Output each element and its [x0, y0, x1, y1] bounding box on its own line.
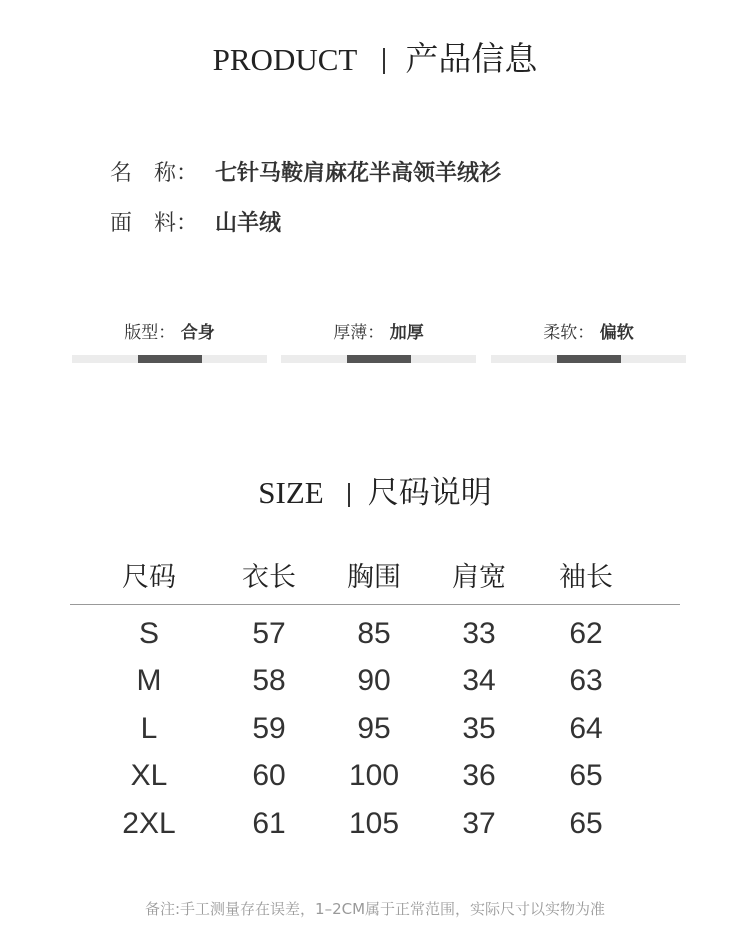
product-name-label: 名 称： — [110, 161, 199, 186]
attribute-fit-value: 合身 — [180, 323, 215, 343]
product-name-row — [110, 156, 501, 187]
table-header-cell: 袖长 — [559, 562, 613, 593]
table-size-cell: 2XL — [122, 807, 176, 840]
title-divider — [383, 48, 385, 74]
size-title-en: SIZE — [258, 475, 324, 510]
product-fabric-label: 面 料： — [110, 211, 199, 236]
table-cell: 65 — [569, 759, 603, 792]
attribute-thickness — [281, 318, 476, 343]
size-title-cn: 尺码说明 — [367, 475, 492, 511]
table-header-cell: 尺码 — [122, 562, 176, 593]
product-title-en: PRODUCT — [212, 42, 358, 77]
table-cell: 36 — [462, 759, 496, 792]
table-cell: 63 — [569, 664, 603, 697]
table-cell: 33 — [462, 617, 496, 650]
attribute-softness-marker — [557, 355, 621, 363]
table-cell: 58 — [252, 664, 286, 697]
attribute-fit-label: 版型： — [124, 323, 176, 343]
table-cell: 95 — [357, 712, 391, 745]
attribute-softness-value: 偏软 — [599, 323, 634, 343]
table-size-cell: XL — [130, 759, 168, 792]
footnote: 备注:手工测量存在误差，1–2CM属于正常范围，实际尺寸以实物为准 — [144, 900, 606, 918]
product-section-title — [0, 33, 750, 80]
table-cell: 62 — [569, 617, 603, 650]
table-header-cell: 肩宽 — [452, 562, 506, 593]
attribute-softness-label: 柔软： — [543, 323, 595, 343]
table-cell: 59 — [252, 712, 286, 745]
product-fabric-value: 山羊绒 — [215, 211, 282, 236]
attribute-softness — [491, 318, 686, 343]
product-title-cn: 产品信息 — [405, 39, 538, 78]
table-cell: 105 — [348, 807, 400, 840]
attribute-thickness-label: 厚薄： — [333, 323, 385, 343]
attribute-fit — [72, 318, 267, 343]
product-fabric-row — [110, 206, 281, 237]
table-cell: 90 — [357, 664, 391, 697]
table-cell: 57 — [252, 617, 286, 650]
table-size-cell: M — [136, 664, 162, 697]
product-name-value: 七针马鞍肩麻花半高领羊绒衫 — [215, 161, 502, 186]
table-cell: 34 — [462, 664, 496, 697]
table-header-cell: 胸围 — [347, 562, 401, 593]
table-cell: 65 — [569, 807, 603, 840]
table-cell: 61 — [252, 807, 286, 840]
table-cell: 85 — [357, 617, 391, 650]
table-header-divider — [70, 604, 680, 605]
table-size-cell: L — [140, 712, 158, 745]
table-cell: 100 — [348, 759, 400, 792]
table-header-cell: 衣长 — [242, 562, 296, 593]
table-cell: 37 — [462, 807, 496, 840]
title-divider — [348, 483, 350, 507]
size-section-title — [0, 467, 750, 512]
table-size-cell: S — [138, 617, 159, 650]
attribute-thickness-value: 加厚 — [389, 323, 424, 343]
table-cell: 35 — [462, 712, 496, 745]
table-cell: 60 — [252, 759, 286, 792]
table-cell: 64 — [569, 712, 603, 745]
attribute-thickness-marker — [347, 355, 411, 363]
attribute-fit-marker — [138, 355, 202, 363]
